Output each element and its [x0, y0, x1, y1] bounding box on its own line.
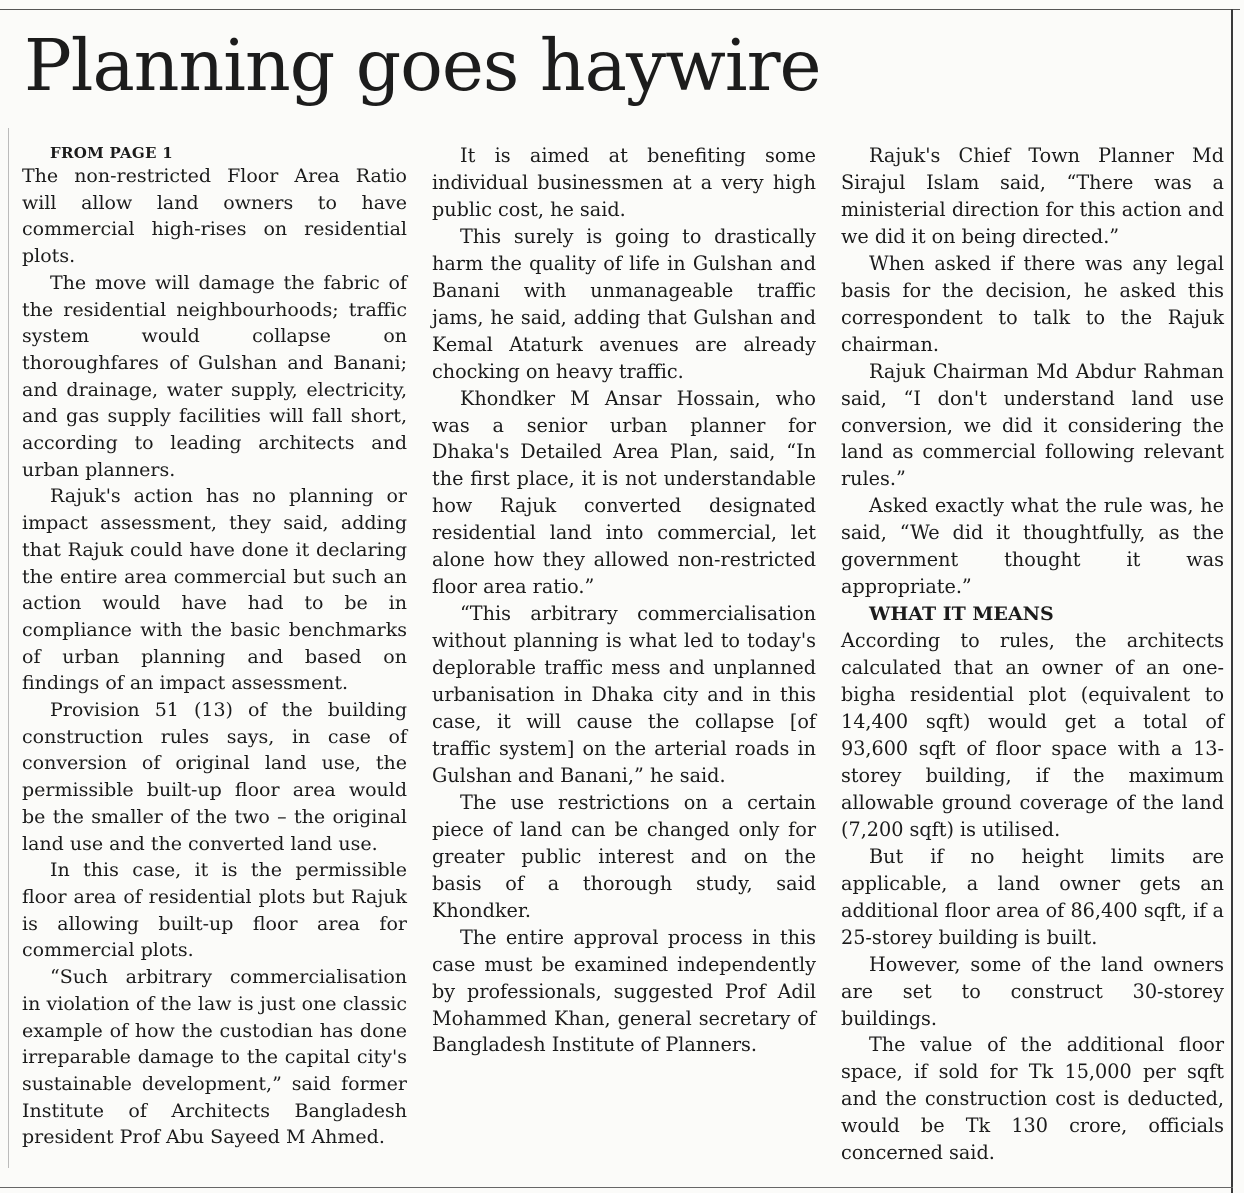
paragraph-4: Provision 51 (13) of the building construction rules says, in case of conversion of original land use, the permissible built-up floor area would be the smaller of the two – the original land use and the converted land use.: [22, 699, 407, 855]
article-column-2: [432, 143, 816, 1059]
paragraph-9: Khondker M Ansar Hossain, who was a senior urban planner for Dhaka's Detailed Area Plan, said, “In the first place, it is not understandable how Rajuk converted designated residential land into commercial, let alone how they allowed non-restricted floor area ratio.”: [432, 386, 816, 599]
paragraph-2: The move will damage the fabric of the residential neighbourhoods; traffic system would collapse on thoroughfares of Gulshan and Banani; and drainage, water supply, electricity, and gas supply facilities will fall short, according to leading architects and urban planners.: [22, 271, 407, 481]
frame-left-rule: [8, 128, 9, 1168]
paragraph-19: However, some of the land owners are set to construct 30-storey buildings.: [841, 952, 1224, 1030]
paragraph-17: According to rules, the architects calculated that an owner of an one-bigha residential plot (equivalent to 14,400 sqft) would get a total of 93,600 sqft of floor space with a 13-storey building, if the maximum allowable ground coverage of the land (7,200 sqft) is utilised.: [841, 629, 1224, 841]
paragraph-6: “Such arbitrary commercialisation in violation of the law is just one classic example of how the custodian has done irreparable damage to the capital city's sustainable development,” said former Institute of Architects Bangladesh president Prof Abu Sayeed M Ahmed.: [22, 966, 407, 1149]
article-headline: Planning goes haywire: [24, 24, 821, 107]
frame-right-rule: [1231, 9, 1233, 1193]
article-column-3: [841, 143, 1224, 1167]
paragraph-12: The entire approval process in this case must be examined independently by professionals, suggested Prof Adil Mohammed Khan, general secretary of Bangladesh Institute of Planners.: [432, 925, 816, 1057]
kicker-label: FROM PAGE 1: [50, 144, 174, 162]
frame-top-rule: [0, 9, 1240, 10]
paragraph-8: This surely is going to drastically harm the quality of life in Gulshan and Banani with unmanageable traffic jams, he said, adding that Gulshan and Kemal Ataturk avenues are already chocking on heavy traffic.: [432, 224, 816, 383]
paragraph-18: But if no height limits are applicable, a land owner gets an additional floor area of 86,400 sqft, if a 25-storey building is built.: [841, 844, 1224, 949]
paragraph-15: Rajuk Chairman Md Abdur Rahman said, “I don't understand land use conversion, we did it considering the land as commercial following relevant rules.”: [841, 359, 1224, 491]
paragraph-1: The non-restricted Floor Area Ratio will allow land owners to have commercial high-rises on residential plots.: [22, 165, 407, 268]
section-subheading: WHAT IT MEANS: [869, 603, 1054, 626]
paragraph-7: It is aimed at benefiting some individual businessmen at a very high public cost, he said.: [432, 144, 816, 221]
paragraph-13: Rajuk's Chief Town Planner Md Sirajul Islam said, “There was a ministerial direction for this action and we did it on being directed.”: [841, 144, 1224, 248]
paragraph-10: “This arbitrary commercialisation without planning is what led to today's deplorable traffic mess and unplanned urbanisation in Dhaka city and in this case, it will cause the collapse [of traffic system] on the arterial roads in Gulshan and Banani,” he said.: [432, 602, 816, 787]
paragraph-16: Asked exactly what the rule was, he said, “We did it thoughtfully, as the government thought it was appropriate.”: [841, 494, 1224, 599]
paragraph-3: Rajuk's action has no planning or impact assessment, they said, adding that Rajuk could have done it declaring the entire area commercial but such an action would have had to be in compliance with the basic benchmarks of urban planning and based on findings of an impact assessment.: [22, 485, 407, 695]
paragraph-11: The use restrictions on a certain piece of land can be changed only for greater public interest and on the basis of a thorough study, said Khondker.: [432, 790, 816, 922]
article-column-1: [22, 143, 407, 1151]
paragraph-20: The value of the additional floor space, if sold for Tk 15,000 per sqft and the construction cost is deducted, would be Tk 130 crore, officials concerned said.: [841, 1033, 1224, 1165]
paragraph-5: In this case, it is the permissible floor area of residential plots but Rajuk is allowing built-up floor area for commercial plots.: [22, 859, 407, 962]
paragraph-14: When asked if there was any legal basis for the decision, he asked this correspondent to talk to the Rajuk chairman.: [841, 251, 1224, 356]
frame-bottom-rule: [0, 1187, 1233, 1188]
